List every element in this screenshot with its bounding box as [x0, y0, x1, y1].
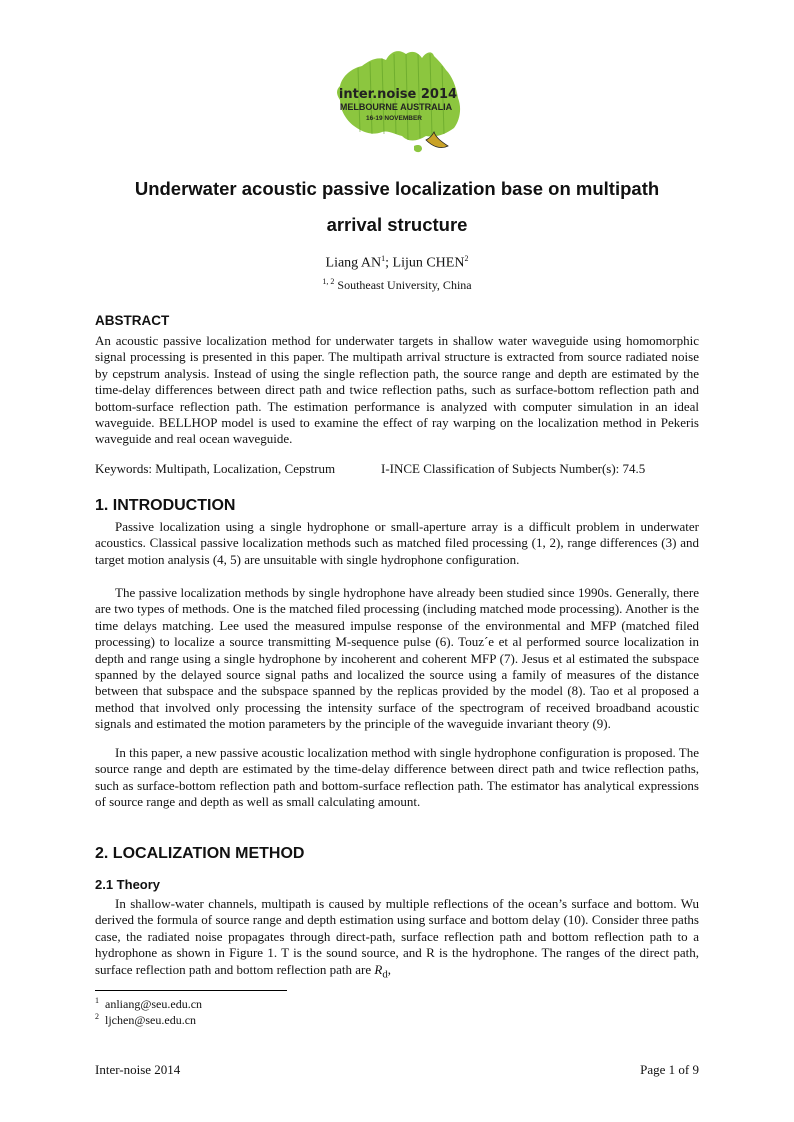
footnote-2-mark: 2: [95, 1012, 99, 1021]
author-separator: ;: [385, 255, 393, 271]
footnote-1: [95, 996, 202, 1012]
conference-logo: [318, 46, 478, 162]
section-1-paragraph-2: The passive localization methods by single hydrophone have already been studied since 1990s. Generally, there are two types of methods. One is the matched filed processing (including matched mode processing). Another is the time delays matching. Lee used the measured impulse response of the environmental and MFP (matched filed processing) to localize a source transmitting M-sequence pulse (6). Touz´e et al performed source localization in depth and range using a single hydrophone by incoherent and coherent MFP (7). Jesus et al estimated the subspace spanned by the delayed source signal paths and localized the source using a family of measures of the distance between that subspace and the subspace spanned by the replicas provided by the model (8). Tao et al proposed a method that involved only processing the intensity surface of the spectrogram of received broadband acoustic signals and estimated the motion parameters by the principle of the waveguide invariant theory (9).: [95, 585, 699, 732]
range-subscript: d: [382, 968, 388, 981]
footnote-divider: [95, 990, 287, 991]
section-1-paragraph-3: In this paper, a new passive acoustic localization method with single hydrophone configuration is proposed. The source range and depth are estimated by the time-delay difference between direct path and twice reflection paths, such as surface-bottom reflection path and bottom-surface reflection path. The estimator has analytical expressions of source range and depth as well as small calculating amount.: [95, 745, 699, 810]
section-2-heading: 2. LOCALIZATION METHOD: [95, 845, 305, 862]
logo-line-1: inter.noise 2014: [338, 87, 458, 102]
footer-page-number: Page 1 of 9: [640, 1062, 699, 1077]
section-1-paragraph-1: Passive localization using a single hydrophone or small-aperture array is a difficult problem in underwater acoustics. Classical passive localization methods such as matched filed processing (1, 2), range differences (3) and target motion analysis (4, 5) are unsuitable with single hydrophone configuration.: [95, 519, 699, 567]
affiliation-marks: 1, 2: [322, 277, 335, 286]
footnote-2-email: ljchen@seu.edu.cn: [105, 1013, 197, 1027]
subsection-2-1-heading: 2.1 Theory: [95, 877, 161, 892]
keywords: Keywords: Multipath, Localization, Cepstrum: [95, 461, 336, 476]
section-1-heading: 1. INTRODUCTION: [95, 497, 236, 514]
footer-conference: Inter-noise 2014: [95, 1062, 181, 1077]
range-symbol: R: [374, 961, 383, 977]
author-1-name: Liang AN: [325, 255, 382, 271]
footnote-1-email: anliang@seu.edu.cn: [105, 997, 203, 1011]
author-2-mark: 2: [464, 254, 469, 263]
classification-number: I-INCE Classification of Subjects Number(s): 74.5: [381, 461, 646, 476]
affiliation-text: Southeast University, China: [334, 278, 472, 292]
footnote-2: [95, 1012, 196, 1028]
tasmania-shape: [414, 145, 422, 152]
abstract-heading: ABSTRACT: [95, 313, 170, 328]
section-2-paragraph-1-text: In shallow-water channels, multipath is caused by multiple reflections of the ocean’s surface and bottom. Wu derived the formula of source range and depth estimation using surface and bottom delay (10). Consider three paths case, the radiated noise propagates through direct-path, surface reflection path and bottom reflection path to a hydrophone as shown in Figure 1. T is the sound source, and R is the hydrophone. The ranges of the direct path, surface reflection path and bottom reflection path are: [95, 896, 699, 977]
author-2-name: Lijun CHEN: [392, 255, 465, 271]
paper-title-line-1: Underwater acoustic passive localization base on multipath: [134, 178, 660, 199]
abstract-text: An acoustic passive localization method for underwater targets in shallow water waveguide using homomorphic signal processing is presented in this paper. The multipath arrival structure is extracted from source radiated noise by cepstrum analysis. Instead of using the single reflection path, the source range and depth are estimated by the time-delay differences between direct path and twice reflection paths, such as surface-bottom reflection path and bottom-surface reflection path. The estimation performance is analyzed with computer simulation in an ideal waveguide. BELLHOP model is used to examine the effect of ray warping on the localization method in Pekeris waveguide and real ocean waveguide.: [95, 333, 699, 447]
range-trailing-comma: ,: [387, 961, 391, 977]
author-1-mark: 1: [381, 254, 386, 263]
logo-line-2: MELBOURNE AUSTRALIA: [339, 102, 453, 112]
logo-line-3: 16-19 NOVEMBER: [366, 115, 422, 122]
author-line: [95, 254, 699, 272]
section-2-paragraph-1: [95, 896, 699, 983]
affiliation-line: [95, 277, 699, 293]
footnote-1-mark: 1: [95, 996, 99, 1005]
paper-title-line-2: arrival structure: [326, 214, 468, 235]
